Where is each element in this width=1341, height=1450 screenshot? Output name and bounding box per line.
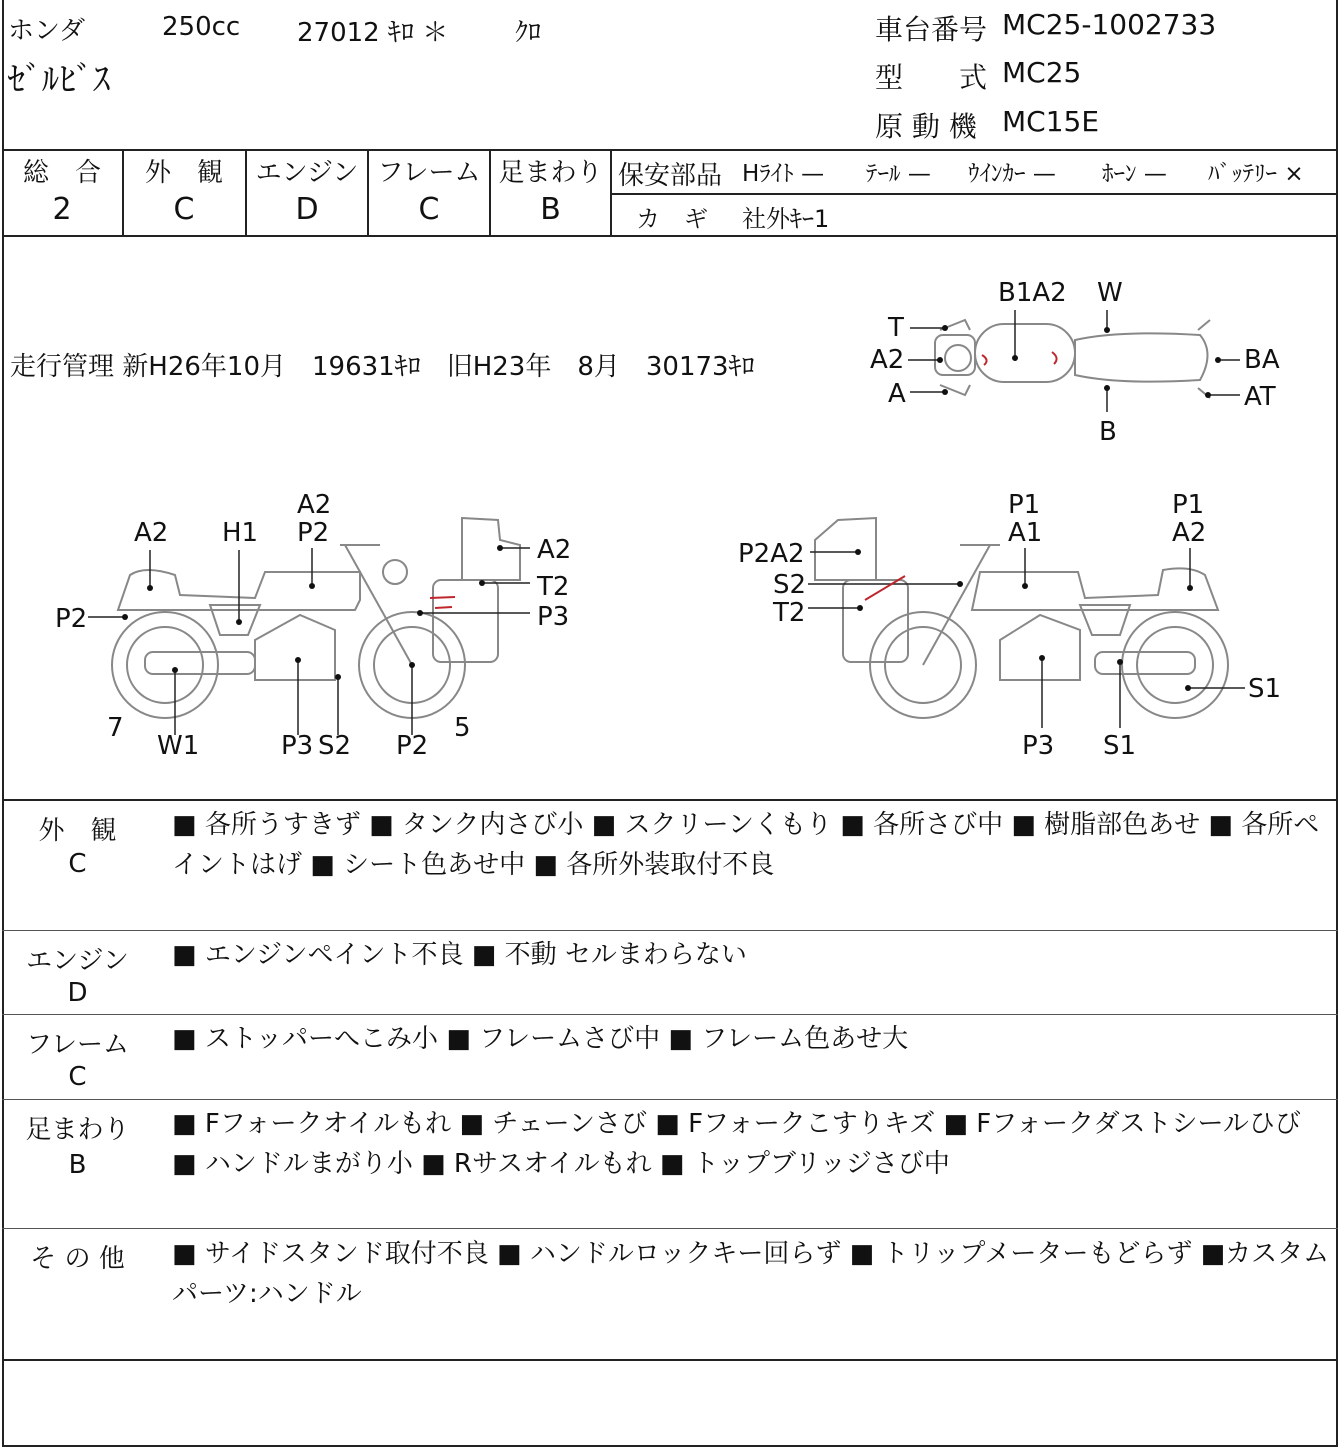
note-exterior-grade: C bbox=[68, 849, 87, 879]
left-label-5: 5 bbox=[454, 713, 471, 743]
left-fairing bbox=[462, 518, 520, 580]
right-label-t2: T2 bbox=[773, 598, 806, 628]
note-engine-text: ■ エンジンペイント不良 ■ 不動 セルまわらない bbox=[172, 940, 747, 970]
frame-no-label: 車台番号 bbox=[875, 13, 988, 46]
safety-item-battery: ﾊﾞｯﾃﾘｰ × bbox=[1208, 161, 1304, 187]
left-label-s2: S2 bbox=[318, 731, 352, 761]
note-chassis-text: ■ Fフォークオイルもれ ■ チェーンさび ■ Fフォークこすりキズ ■ Fフォークダストシールひび ■ ハンドルまがり小 ■ Rサスオイルもれ ■ トップブリッジさび中 bbox=[172, 1109, 1301, 1179]
displacement: 250cc bbox=[162, 12, 241, 42]
right-engine bbox=[1000, 615, 1080, 680]
left-engine bbox=[255, 615, 335, 680]
right-label-s1-rear: S1 bbox=[1248, 674, 1282, 704]
maker: ホンダ bbox=[8, 16, 85, 46]
top-view-front bbox=[935, 335, 975, 375]
left-label-p2-tail: P2 bbox=[55, 604, 88, 634]
left-label-7: 7 bbox=[107, 713, 124, 743]
engine-label: 原 動 機 bbox=[875, 110, 977, 143]
right-label-s1: S1 bbox=[1103, 731, 1137, 761]
note-chassis-label: 足まわり bbox=[25, 1115, 130, 1145]
top-label-a2: A2 bbox=[870, 345, 905, 375]
note-frame-text: ■ ストッパーへこみ小 ■ フレームさび中 ■ フレーム色あせ大 bbox=[172, 1024, 909, 1054]
grade-chassis-label: 足まわり bbox=[498, 158, 603, 188]
note-frame-label: フレーム bbox=[26, 1030, 129, 1060]
key-value: 社外ｷｰ1 bbox=[742, 205, 830, 233]
grade-exterior-value: C bbox=[173, 192, 195, 227]
top-view-seat bbox=[1075, 333, 1208, 381]
safety-item-horn: ﾎｰﾝ — bbox=[1102, 161, 1167, 187]
right-saddlebag bbox=[843, 580, 908, 662]
right-muffler bbox=[1095, 652, 1195, 674]
type-value: MC25 bbox=[1002, 56, 1082, 89]
left-label-p2-front: P2 bbox=[396, 731, 429, 761]
model-name: ｾﾞﾙﾋﾞｽ bbox=[8, 60, 110, 100]
safety-item-tail: ﾃｰﾙ — bbox=[866, 161, 931, 187]
grade-engine-value: D bbox=[295, 192, 319, 227]
top-view-tank bbox=[975, 324, 1075, 382]
note-frame-grade: C bbox=[68, 1062, 87, 1092]
safety-item-headlight: Hﾗｲﾄ — bbox=[742, 161, 825, 187]
right-label-p1-tank: P1 bbox=[1008, 490, 1041, 520]
grade-engine-label: エンジン bbox=[255, 158, 359, 188]
grade-frame-label: フレーム bbox=[377, 158, 481, 188]
top-label-b: B bbox=[1099, 417, 1117, 447]
left-label-t2: T2 bbox=[537, 572, 570, 602]
color: ｸﾛ bbox=[515, 18, 542, 48]
grade-chassis-value: B bbox=[540, 192, 561, 227]
top-label-t: T bbox=[888, 313, 904, 343]
left-label-a2-fairing: A2 bbox=[537, 535, 572, 565]
top-label-b1a2: B1A2 bbox=[998, 278, 1067, 308]
left-muffler bbox=[145, 652, 255, 674]
left-label-w1: W1 bbox=[157, 731, 200, 761]
note-chassis-grade: B bbox=[68, 1150, 87, 1180]
type-label: 型 式 bbox=[875, 61, 988, 94]
grade-frame-value: C bbox=[418, 192, 440, 227]
top-view-headlight bbox=[945, 345, 971, 371]
frame-no: MC25-1002733 bbox=[1002, 8, 1217, 41]
note-engine-grade: D bbox=[67, 978, 88, 1008]
left-label-a2-tank: A2 bbox=[297, 490, 332, 520]
note-other-label: そ の 他 bbox=[30, 1244, 125, 1274]
engine-value: MC15E bbox=[1002, 105, 1100, 138]
right-label-s2: S2 bbox=[773, 570, 807, 600]
grade-exterior-label: 外 観 bbox=[144, 158, 223, 188]
mileage: 27012 ｷﾛ ＊ bbox=[297, 18, 449, 48]
top-label-w: W bbox=[1097, 278, 1123, 308]
right-label-p2a2: P2A2 bbox=[738, 539, 805, 569]
safety-item-winker: ｳｲﾝｶｰ — bbox=[968, 161, 1056, 187]
top-label-a: A bbox=[888, 379, 906, 409]
grade-total-label: 総 合 bbox=[22, 158, 101, 188]
top-label-ba: BA bbox=[1244, 345, 1280, 375]
top-label-at: AT bbox=[1244, 382, 1276, 412]
right-fairing bbox=[815, 518, 876, 580]
left-label-a2-rear: A2 bbox=[134, 518, 169, 548]
mileage-management: 走行管理 新H26年10月 19631ｷﾛ 旧H23年 8月 30173ｷﾛ bbox=[10, 352, 755, 382]
right-label-a2-rear: A2 bbox=[1172, 518, 1207, 548]
left-label-p3-bag: P3 bbox=[537, 602, 570, 632]
right-label-a1-tank: A1 bbox=[1008, 518, 1043, 548]
right-label-p1-rear: P1 bbox=[1172, 490, 1205, 520]
left-label-p2-tank: P2 bbox=[297, 518, 330, 548]
left-label-h1: H1 bbox=[222, 518, 259, 548]
note-exterior-text: ■ 各所うすきず ■ タンク内さび小 ■ スクリーンくもり ■ 各所さび中 ■ 樹脂部色あせ ■ 各所ペイントはげ ■ シート色あせ中 ■ 各所外装取付不良 bbox=[172, 810, 1320, 880]
right-label-p3: P3 bbox=[1022, 731, 1055, 761]
note-engine-label: エンジン bbox=[26, 946, 129, 976]
right-tank-seat bbox=[972, 568, 1218, 610]
key-label: カ ギ bbox=[636, 205, 708, 233]
note-other-text: ■ サイドスタンド取付不良 ■ ハンドルロックキー回らず ■ トリップメーターもどらず ■カスタムパーツ:ハンドル bbox=[172, 1239, 1330, 1309]
grade-total-value: 2 bbox=[52, 192, 72, 227]
note-exterior-label: 外 観 bbox=[38, 816, 117, 846]
left-label-p3: P3 bbox=[281, 731, 314, 761]
safety-label: 保安部品 bbox=[618, 161, 723, 191]
